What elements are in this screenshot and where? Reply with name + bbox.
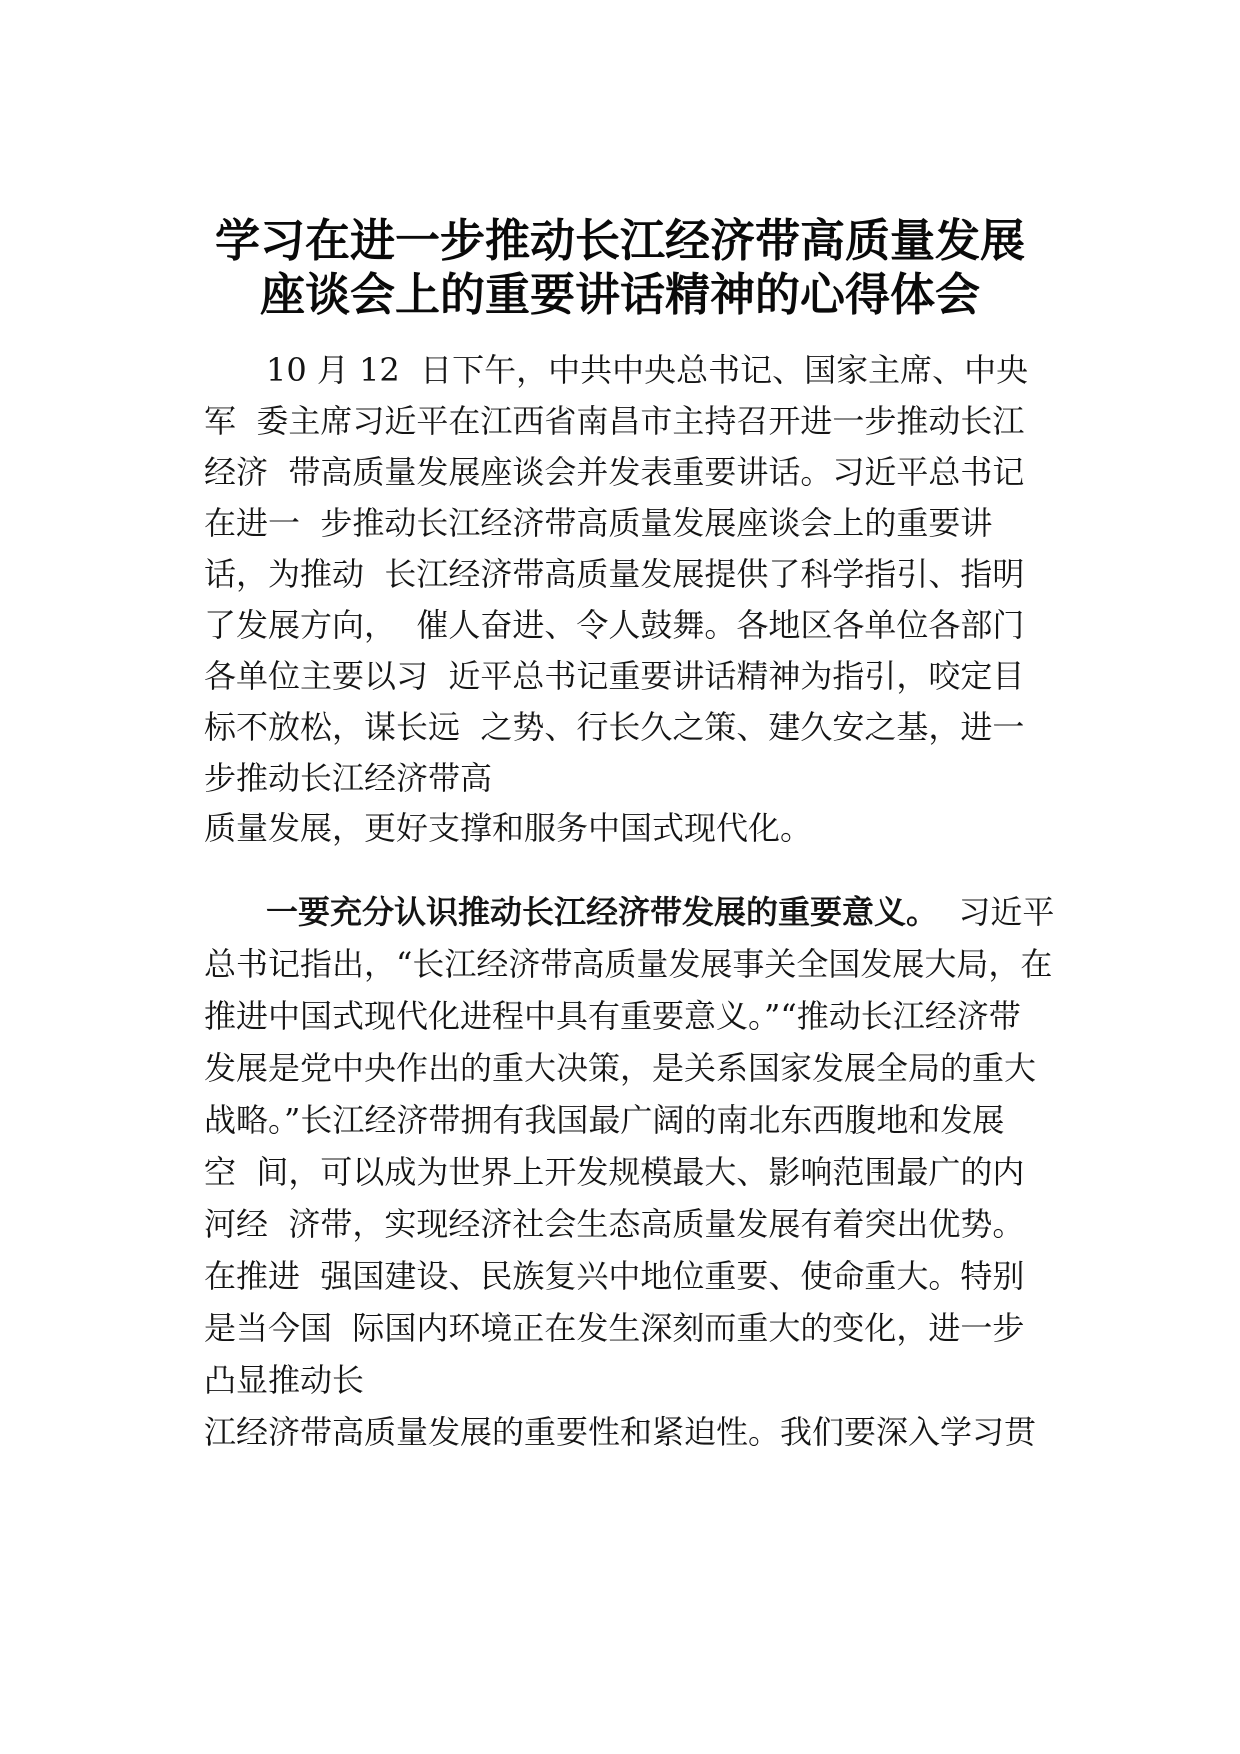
paragraph-1-line: 标不放松，谋长远 之势、行长久之策、建久安之基，进一 [204,708,1025,746]
paragraph-2-line: 凸显推动长 [204,1361,365,1399]
paragraph-2-line: 空 间，可以成为世界上开发规模最大、影响范围最广的内 [204,1153,1025,1191]
paragraph-1-line: 10 月 12 日下午，中共中央总书记、国家主席、中央 [266,351,1029,389]
paragraph-2-line: 战略。”长江经济带拥有我国最广阔的南北东西腹地和发展 [204,1101,1005,1139]
document-title-line-2: 座谈会上的重要讲话精神的心得体会 [259,268,980,321]
paragraph-2-first-line-rest: 习近平 [938,893,1055,931]
paragraph-1-line: 质量发展，更好支撑和服务中国式现代化。 [204,809,813,847]
paragraph-2-line: 在推进 强国建设、民族复兴中地位重要、使命重大。特别 [204,1257,1025,1295]
paragraph-1-line: 各单位主要以习 近平总书记重要讲话精神为指引，咬定目 [204,657,1025,695]
paragraph-2-line: 总书记指出，“长江经济带高质量发展事关全国发展大局，在 [204,945,1053,983]
paragraph-1-line: 话，为推动 长江经济带高质量发展提供了科学指引、指明 [204,555,1025,593]
paragraph-1-line: 军 委主席习近平在江西省南昌市主持召开进一步推动长江 [204,402,1025,440]
paragraph-2-line: 推进中国式现代化进程中具有重要意义。”“推动长江经济带 [204,997,1021,1035]
paragraph-1-line: 了发展方向， 催人奋进、令人鼓舞。各地区各单位各部门 [204,606,1025,644]
paragraph-1-line: 经济 带高质量发展座谈会并发表重要讲话。习近平总书记 [204,453,1025,491]
paragraph-2-line: 发展是党中央作出的重大决策，是关系国家发展全局的重大 [204,1049,1037,1087]
paragraph-1-line: 在进一 步推动长江经济带高质量发展座谈会上的重要讲 [204,504,993,542]
paragraph-1-line: 步推动长江经济带高 [204,759,493,797]
paragraph-2-line: 是当今国 际国内环境正在发生深刻而重大的变化，进一步 [204,1309,1025,1347]
paragraph-2-line: 河经 济带，实现经济社会生态高质量发展有着突出优势。 [204,1205,1025,1243]
document-title-line-1: 学习在进一步推动长江经济带高质量发展 [214,214,1025,267]
paragraph-2-first-line [266,893,1055,931]
section-heading: 一要充分认识推动长江经济带发展的重要意义。 [266,893,939,931]
paragraph-2-line: 江经济带高质量发展的重要性和紧迫性。我们要深入学习贯 [204,1413,1037,1451]
